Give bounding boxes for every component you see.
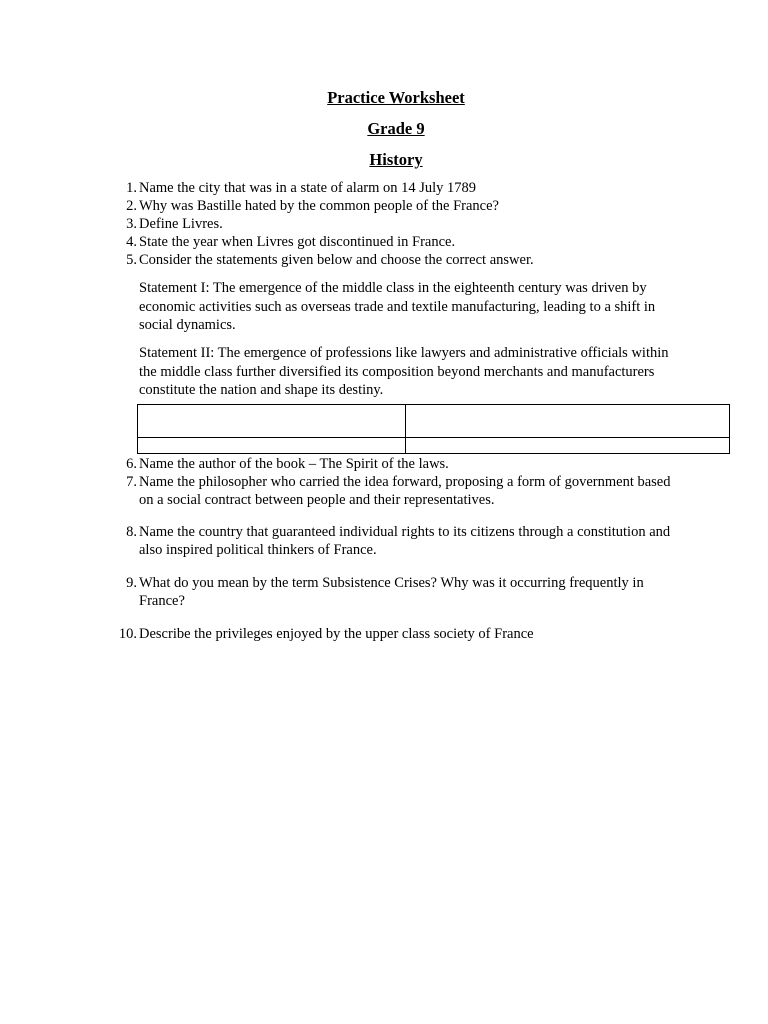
question-text: Consider the statements given below and choose the correct answer. (139, 252, 534, 268)
answer-cell (406, 405, 730, 438)
answer-cell (138, 438, 406, 454)
question-3 (113, 216, 683, 234)
question-text: What do you mean by the term Subsistence Crises? Why was it occurring frequently in France? (139, 575, 644, 609)
question-text: Name the country that guaranteed individual rights to its citizens through a constitution and also inspired political thinkers of France. (139, 524, 671, 558)
question-text: Name the philosopher who carried the idea forward, proposing a form of government based on a social contract between people and their representatives. (139, 474, 671, 508)
statement-1: Statement I: The emergence of the middle class in the eighteenth century was driven by economic activities such as overseas trade and textile manufacturing, leading to a shift in social dynamics. (139, 280, 656, 333)
subject-heading: History (369, 150, 423, 169)
question-text: State the year when Livres got discontinued in France. (139, 234, 456, 250)
question-6 (113, 456, 683, 474)
question-number: 10. (118, 626, 137, 642)
worksheet-title: Practice Worksheet (327, 88, 465, 107)
question-text: Name the city that was in a state of alarm on 14 July 1789 (139, 180, 477, 196)
question-number: 9. (126, 575, 137, 591)
answer-options-table (137, 404, 730, 454)
question-text: Describe the privileges enjoyed by the upper class society of France (139, 626, 534, 642)
question-1 (113, 180, 683, 198)
question-number: 4. (126, 234, 137, 250)
question-number: 1. (126, 180, 137, 196)
question-number: 6. (126, 456, 137, 472)
question-9 (113, 575, 683, 610)
grade-heading: Grade 9 (367, 119, 425, 138)
question-number: 7. (126, 474, 137, 490)
answer-cell (138, 405, 406, 438)
question-10 (113, 626, 683, 644)
question-8 (113, 524, 683, 559)
question-text: Name the author of the book – The Spirit of the laws. (139, 456, 449, 472)
question-text: Define Livres. (139, 216, 223, 232)
question-number: 5. (126, 252, 137, 268)
question-4 (113, 234, 683, 252)
question-number: 8. (126, 524, 137, 540)
question-number: 2. (126, 198, 137, 214)
question-5 (113, 252, 683, 270)
question-number: 3. (126, 216, 137, 232)
question-2 (113, 198, 683, 216)
question-7 (113, 474, 683, 509)
question-text: Why was Bastille hated by the common people of the France? (139, 198, 499, 214)
answer-cell (406, 438, 730, 454)
statement-2: Statement II: The emergence of professions like lawyers and administrative officials within the middle class further diversified its composition beyond merchants and manufacturers constitute the nation and shape its destiny. (139, 345, 669, 398)
